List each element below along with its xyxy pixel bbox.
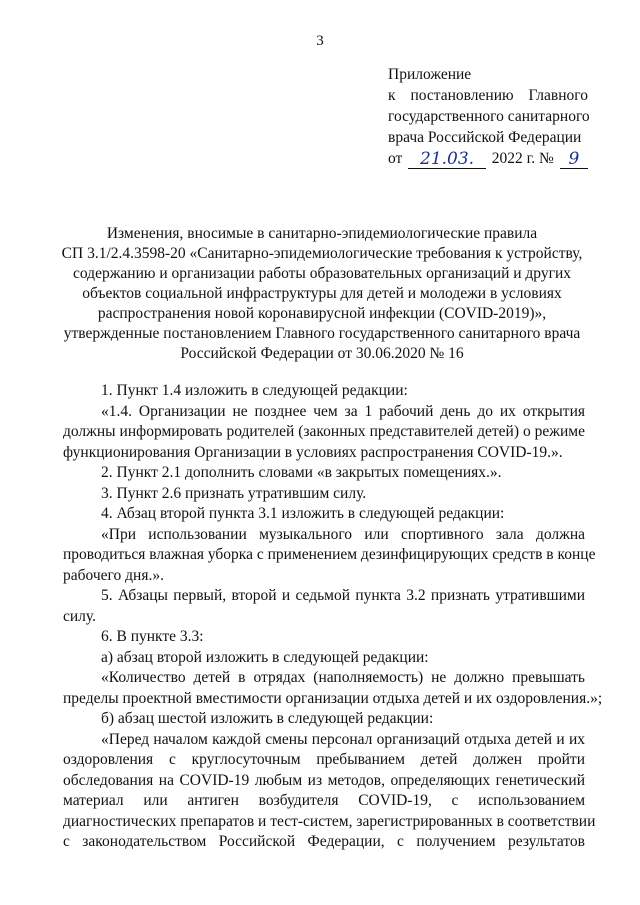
paragraph-6-line-1: «При использовании музыкального или спортивного зала должна bbox=[101, 525, 585, 543]
paragraph-12-line-2: оздоровления с круглосуточным пребыванием детей должен пройти bbox=[63, 751, 585, 768]
paragraph-9: а) абзац второй изложить в следующей редакции: bbox=[101, 648, 429, 666]
paragraph-11: б) абзац шестой изложить в следующей редакции: bbox=[101, 710, 434, 727]
paragraph-3: 2. Пункт 2.1 дополнить словами «в закрытых помещениях.». bbox=[101, 464, 502, 481]
paragraph-6-line-3: рабочего дня.». bbox=[63, 566, 164, 584]
title-line: Российской Федерации от 30.06.2020 № 16 bbox=[180, 345, 464, 362]
appendix-date-line bbox=[388, 148, 588, 169]
paragraph-12 bbox=[63, 730, 596, 853]
paragraph-10-line-1: «Количество детей в отрядах (наполняемость) не должно превышать bbox=[101, 669, 585, 686]
date-prefix: от bbox=[388, 150, 403, 167]
paragraph-2 bbox=[63, 402, 585, 464]
paragraph-7-line-1: 5. Абзацы первый, второй и седьмой пункта 3.2 признать утратившими bbox=[101, 587, 585, 604]
paragraph-7 bbox=[63, 586, 585, 627]
appendix-line-2 bbox=[388, 85, 588, 106]
paragraph-12-line-1: «Перед началом каждой смены персонал организаций отдыха детей и их bbox=[101, 730, 585, 748]
title-line: содержанию и организации работы образовательных организаций и других bbox=[73, 265, 571, 282]
title-line: объектов социальной инфраструктуры для детей и молодежи в условиях bbox=[82, 285, 562, 302]
paragraph-8: 6. В пункте 3.3: bbox=[101, 628, 204, 645]
appendix-line-2-text: к постановлению Главного bbox=[388, 87, 588, 104]
appendix-line-4: врача Российской Федерации bbox=[388, 129, 582, 146]
paragraph-10-line-2: пределы проектной вместимости организации отдыха детей и их оздоровления.»; bbox=[63, 689, 603, 707]
appendix-block bbox=[388, 64, 588, 169]
title-line: распространения новой коронавирусной инфекции (COVID-2019)», bbox=[97, 305, 547, 322]
paragraph-5: 4. Абзац второй пункта 3.1 изложить в следующей редакции: bbox=[101, 505, 505, 522]
paragraph-4: 3. Пункт 2.6 признать утратившим силу. bbox=[101, 484, 367, 502]
paragraph-12-line-6: с законодательством Российской Федерации, с получением результатов bbox=[63, 833, 585, 850]
paragraph-7-line-2: силу. bbox=[63, 607, 96, 625]
paragraph-12-line-5: диагностических препаратов и тест-систем, зарегистрированных в соответствии bbox=[63, 812, 596, 830]
paragraph-1: 1. Пункт 1.4 изложить в следующей редакции: bbox=[101, 382, 408, 399]
title-line: СП 3.1/2.4.3598-20 «Санитарно-эпидемиологические требования к устройству, bbox=[61, 245, 583, 262]
title-line: утвержденные постановлением Главного государственного санитарного врача bbox=[63, 325, 581, 342]
page-number: 3 bbox=[316, 33, 324, 49]
document-body bbox=[63, 381, 603, 853]
paragraph-12-line-4: материал или антиген возбудителя COVID-19, с использованием bbox=[63, 792, 585, 809]
paragraph-2-line-1: «1.4. Организации не позднее чем за 1 рабочий день до их открытия bbox=[101, 402, 585, 420]
appendix-heading: Приложение bbox=[388, 66, 472, 83]
paragraph-12-line-3: обследования на COVID-19 любым из методов, определяющих генетический bbox=[63, 771, 585, 789]
appendix-line-3: государственного санитарного bbox=[388, 108, 590, 125]
title-line: Изменения, вносимые в санитарно-эпидемиологические правила bbox=[106, 225, 538, 242]
paragraph-2-line-3: функционирования Организации в условиях распространения COVID-19.». bbox=[63, 443, 563, 461]
date-suffix: 2022 г. № bbox=[491, 150, 554, 167]
paragraph-2-line-2: должны информировать родителей (законных представителей детей) о режиме bbox=[63, 423, 585, 440]
paragraph-6-line-2: проводиться влажная уборка с применением дезинфицирующих средств в конце bbox=[63, 546, 596, 563]
document-title bbox=[60, 224, 584, 364]
paragraph-6 bbox=[63, 525, 596, 587]
handwritten-number: 9 bbox=[560, 151, 588, 169]
handwritten-date: 21.03. bbox=[408, 151, 485, 169]
paragraph-10 bbox=[63, 668, 603, 709]
